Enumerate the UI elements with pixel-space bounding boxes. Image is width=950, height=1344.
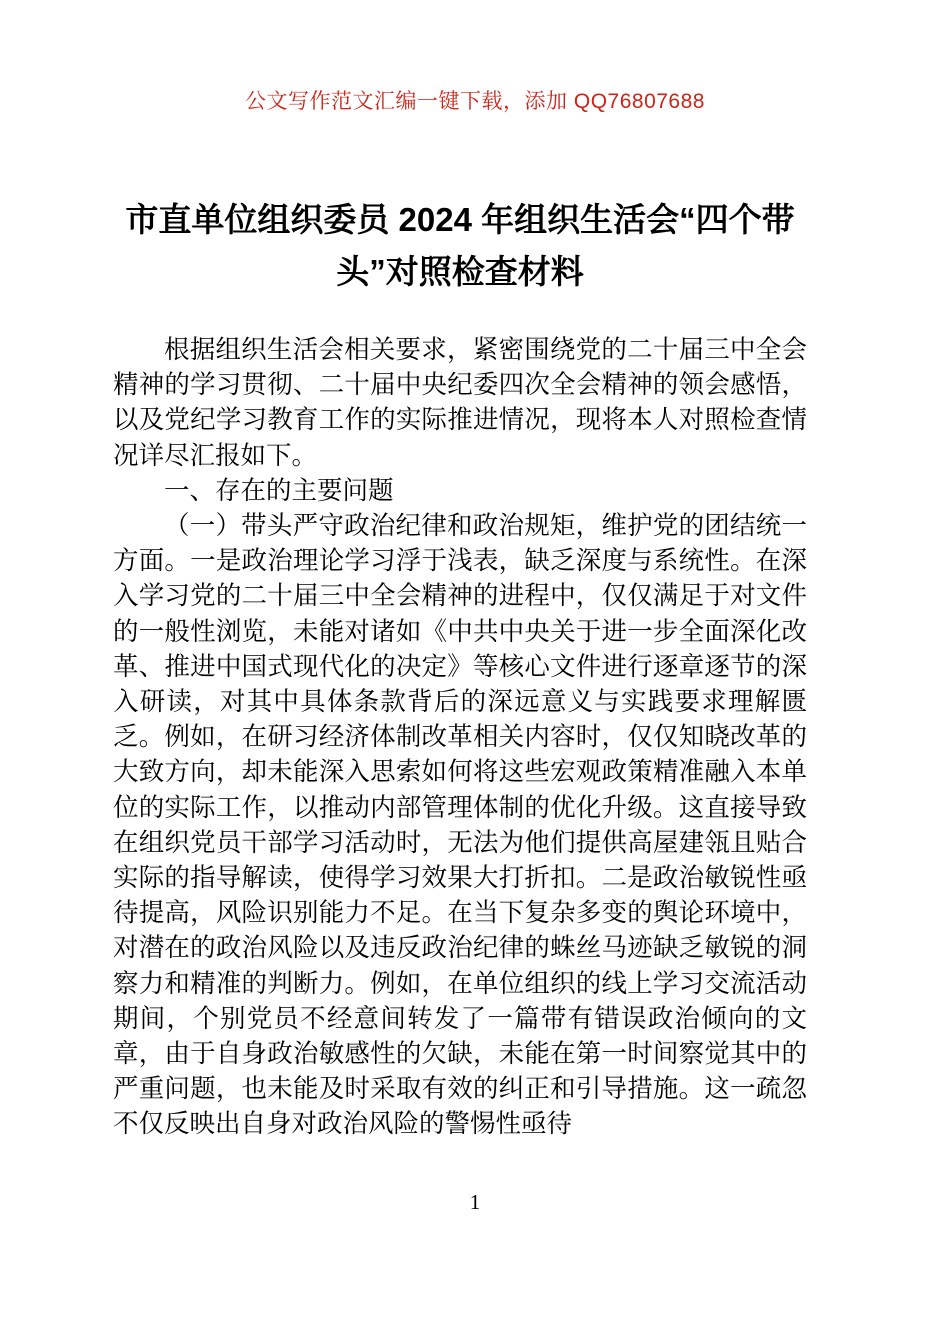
promo-header-text: 公文写作范文汇编一键下载，添加 QQ76807688	[245, 90, 705, 113]
document-body	[113, 333, 807, 1143]
subsection-one-body: （一）带头严守政治纪律和政治规矩，维护党的团结统一方面。一是政治理论学习浮于浅表，缺乏深度与系统性。在深入学习党的二十届三中全会精神的进程中，仅仅满足于对文件的一般性浏览，未能对诸如《中共中央关于进一步全面深化改革、推进中国式现代化的决定》等核心文件进行逐章逐节的深入研读，对其中具体条款背后的深远意义与实践要求理解匮乏。例如，在研习经济体制改革相关内容时，仅仅知晓改革的大致方向，却未能深入思索如何将这些宏观政策精准融入本单位的实际工作，以推动内部管理体制的优化升级。这直接导致在组织党员干部学习活动时，无法为他们提供高屋建瓴且贴合实际的指导解读，使得学习效果大打折扣。二是政治敏锐性亟待提高，风险识别能力不足。在当下复杂多变的舆论环境中，对潜在的政治风险以及违反政治纪律的蛛丝马迹缺乏敏锐的洞察力和精准的判断力。例如，在单位组织的线上学习交流活动期间，个别党员不经意间转发了一篇带有错误政治倾向的文章，由于自身政治敏感性的欠缺，未能在第一时间察觉其中的严重问题，也未能及时采取有效的纠正和引导措施。这一疏忽不仅反映出自身对政治风险的警惕性亟待	[113, 512, 807, 1139]
page-title: 市直单位组织委员 2024 年组织生活会“四个带头”对照检查材料	[125, 201, 795, 291]
section-heading-one: 一、存在的主要问题	[164, 476, 394, 505]
paragraph-intro: 根据组织生活会相关要求，紧密围绕党的二十届三中全会精神的学习贯彻、二十届中央纪委四次全会精神的领会感悟，以及党纪学习教育工作的实际推进情况，现将本人对照检查情况详尽汇报如下。	[113, 336, 807, 470]
page-number: 1	[469, 1190, 481, 1214]
